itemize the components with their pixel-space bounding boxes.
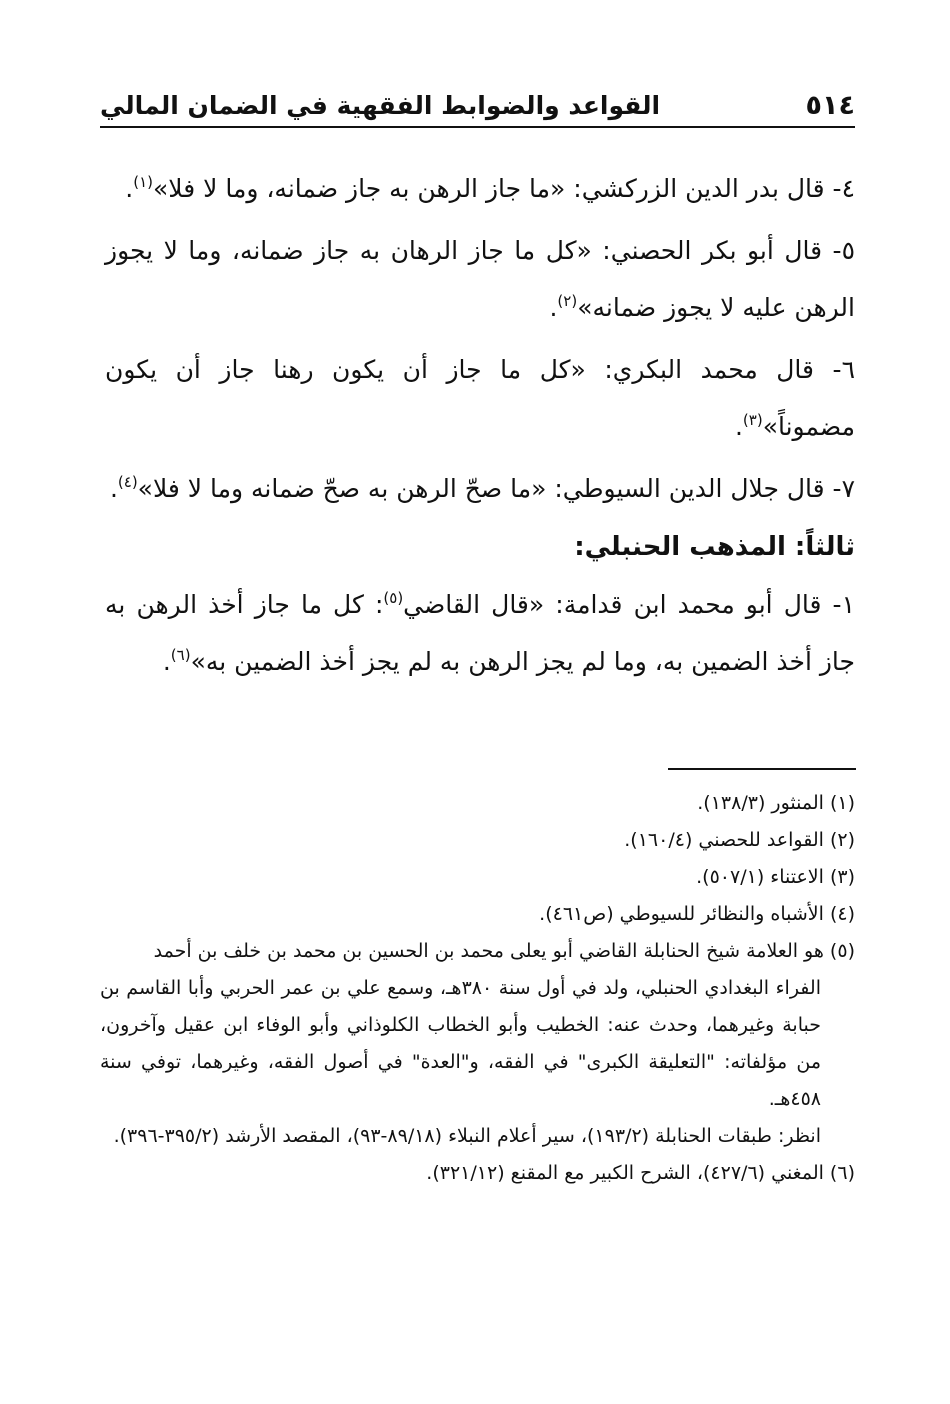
paragraph-text: ٥- قال أبو بكر الحصني: «كل ما جاز الرهان به جاز ضمانه، وما لا يجوز الرهن عليه لا يجوز ضمانه»	[105, 236, 855, 322]
paragraph-text: ٧- قال جلال الدين السيوطي: «ما صحّ الرهن به صحّ ضمانه وما لا فلا»	[137, 474, 855, 503]
section-heading: ثالثاً: المذهب الحنبلي:	[574, 532, 855, 562]
footnote-4: (٤) الأشباه والنظائر للسيوطي (ص٤٦١).	[539, 903, 855, 925]
paragraph-text: ٤- قال بدر الدين الزركشي: «ما جاز الرهن به جاز ضمانه، وما لا فلا»	[153, 174, 855, 203]
footnote-separator	[668, 768, 856, 770]
page-header	[100, 86, 855, 128]
footnote-5: (٥) هو العلامة شيخ الحنابلة القاضي أبو يعلى محمد بن الحسين بن محمد بن خلف بن أحمد	[153, 940, 855, 962]
paragraph-7: ٧- قال جلال الدين السيوطي: «ما صحّ الرهن به صحّ ضمانه وما لا فلا»$^{(٤)}$.	[109, 473, 855, 503]
footnote-ref: (١)	[133, 173, 154, 191]
footnote-ref: (٣)	[742, 411, 763, 429]
footnote-ref: (٢)	[557, 292, 578, 310]
paragraph-text: ٦- قال محمد البكري: «كل ما جاز أن يكون رهنا جاز أن يكون مضموناً»	[105, 355, 855, 441]
footnote-ref: (٥)	[383, 589, 404, 607]
footnote-1: (١) المنثور (١٣٨/٣).	[697, 792, 855, 814]
paragraph-8: ١- قال أبو محمد ابن قدامة: «قال القاضي$^{(٥)}$: كل ما جاز أخذ الرهن به جاز أخذ الضمين به، وما لم يجز الرهن به لم يجز أخذ الضمين به»$^{(٦)}$.	[105, 589, 855, 676]
paragraph-4: ٤- قال بدر الدين الزركشي: «ما جاز الرهن به جاز ضمانه، وما لا فلا»$^{(١)}$.	[125, 173, 855, 203]
footnote-5-references: انظر: طبقات الحنابلة (١٩٣/٢)، سير أعلام النبلاء (٨٩/١٨-٩٣)، المقصد الأرشد (٣٩٥/٢-٣٩٦).	[113, 1125, 821, 1147]
paragraph-text: ١- قال أبو محمد ابن قدامة: «قال القاضي	[403, 590, 855, 619]
footnote-3: (٣) الاعتناء (٥٠٧/١).	[696, 866, 855, 888]
page-number: ٥١٤	[805, 90, 855, 121]
running-title: القواعد والضوابط الفقهية في الضمان المالي	[100, 91, 661, 120]
footnotes	[100, 785, 855, 1192]
paragraph-text: : كل ما جاز أخذ الرهن به جاز أخذ الضمين به، وما لم يجز الرهن به لم يجز أخذ الضمين به»	[105, 590, 855, 676]
footnote-ref: (٦)	[170, 646, 191, 664]
footnote-ref: (٤)	[117, 473, 138, 491]
paragraph-5: ٥- قال أبو بكر الحصني: «كل ما جاز الرهان به جاز ضمانه، وما لا يجوز الرهن عليه لا يجوز ضمانه»$^{(٢)}$.	[105, 236, 855, 322]
main-text	[105, 160, 855, 690]
footnote-2: (٢) القواعد للحصني (١٦٠/٤).	[624, 829, 855, 851]
paragraph-6: ٦- قال محمد البكري: «كل ما جاز أن يكون رهنا جاز أن يكون مضموناً»$^{(٣)}$.	[105, 355, 855, 441]
footnote-6: (٦) المغني (٤٢٧/٦)، الشرح الكبير مع المقنع (٣٢١/١٢).	[426, 1162, 855, 1184]
footnote-5-continuation: الفراء البغدادي الحنبلي، ولد في أول سنة ٣٨٠هـ، وسمع علي بن عمر الحربي وأبا القاسم بن حبابة وغيرهما، وحدث عنه: الخطيب وأبو الخطاب الكلوذاني وأبو الوفاء ابن عقيل وآخرون، من مؤلفاته: "التعليقة الكبرى" في الفقه، و"العدة" في أصول الفقه، وغيرهما، توفي سنة ٤٥٨هـ.	[100, 977, 821, 1110]
